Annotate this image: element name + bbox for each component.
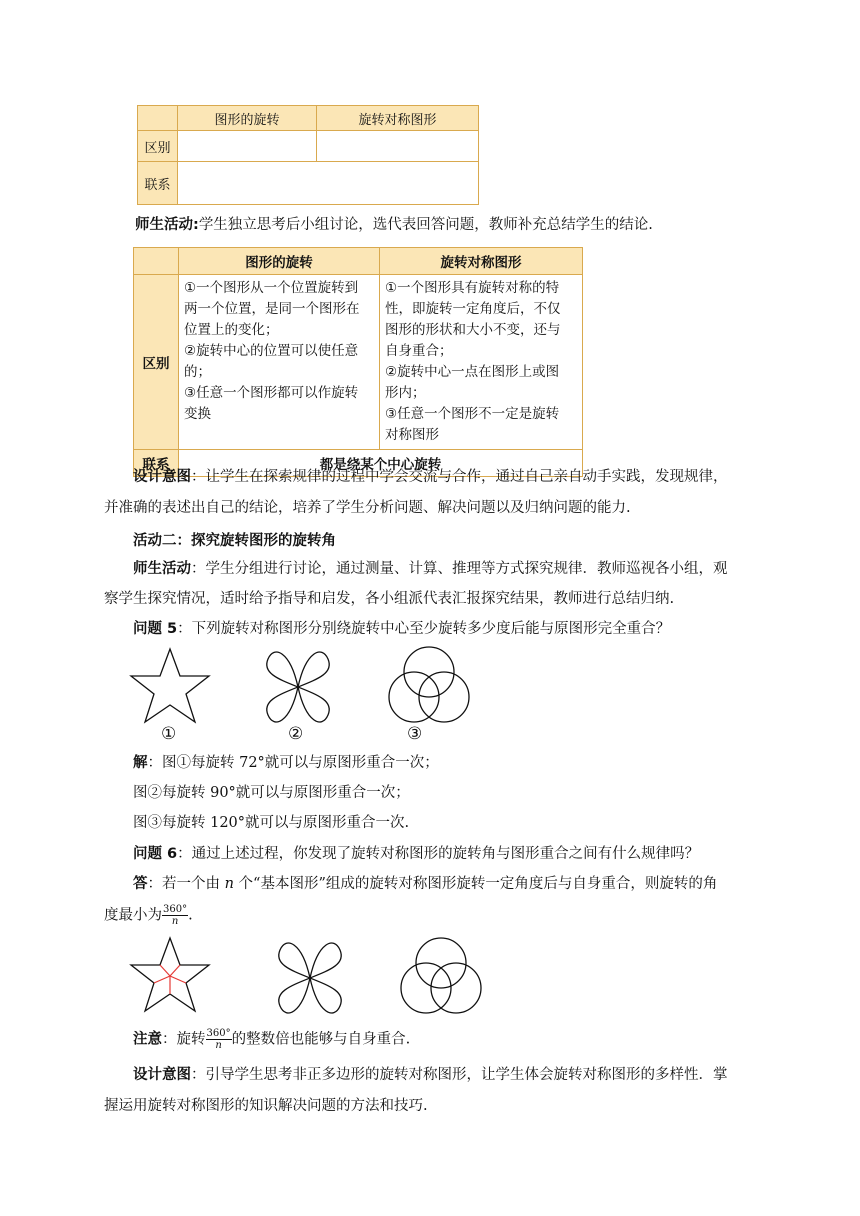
design2-text: ：引导学生思考非正多边形的旋转对称图形，让学生体会旋转对称图形的多样性．掌	[191, 1067, 728, 1083]
q6-paragraph	[133, 843, 783, 865]
figure-label-1: ①	[161, 724, 177, 744]
star-figure	[131, 649, 209, 722]
corner-cell	[138, 106, 178, 131]
q5-text: ：下列旋转对称图形分别绕旋转中心至少旋转多少度后能与原图形完全重合？	[177, 621, 671, 637]
answer-line1	[133, 873, 783, 895]
solution-text: ：图①每旋转 72°就可以与原图形重合一次；	[147, 755, 439, 771]
figure-label-3: ③	[407, 724, 423, 744]
four-petal-figure	[267, 652, 330, 722]
activity3-text: ：学生分组进行讨论，通过测量、计算、推理等方式探究规律．教师巡视各小组，观	[191, 561, 728, 577]
note-paragraph	[133, 1028, 783, 1051]
row-difference: 区别	[138, 131, 178, 162]
fraction	[206, 1028, 232, 1051]
solution-line2: 图②每旋转 90°就可以与原图形重合一次；	[133, 785, 410, 801]
cell-line: 形内；	[385, 385, 426, 401]
blank-comparison-table	[137, 105, 479, 205]
activity3-label: 师生活动	[133, 561, 191, 577]
four-petal-figure	[279, 943, 342, 1013]
note-label: 注意	[133, 1031, 162, 1048]
cell-line: 对称图形	[385, 427, 439, 443]
relation-cell: 都是绕某个中心旋转	[179, 450, 583, 477]
design2-label: 设计意图	[133, 1067, 191, 1083]
cell-line: ①一个图形从一个位置旋转到	[184, 280, 359, 296]
answer-text: ：若一个由	[147, 876, 225, 892]
activity1-label: 师生活动:	[135, 217, 199, 233]
design1-text: ：让学生在探索规律的过程中学会交流与合作，通过自己亲自动手实践，发现规律，	[191, 469, 728, 485]
cell-line: ③任意一个图形都可以作旋转	[184, 385, 359, 401]
q5-paragraph	[133, 618, 783, 640]
cell-line: 性，即旋转一定角度后，不仅	[385, 301, 561, 317]
variable-n: n	[224, 876, 234, 892]
cell-line: ①一个图形具有旋转对称的特	[385, 280, 560, 296]
activity3-line1	[133, 558, 783, 580]
note-text: ：旋转	[162, 1031, 206, 1048]
rotation-cell	[179, 275, 380, 450]
filled-comparison-table	[133, 247, 583, 477]
figures-row-1	[128, 645, 488, 735]
figure-label-2: ②	[288, 724, 304, 744]
design1-label: 设计意图	[133, 469, 191, 485]
q6-label: 问题 6	[133, 846, 178, 862]
cell-line: 自身重合；	[385, 343, 453, 359]
cell-empty	[178, 162, 479, 205]
cell-empty	[317, 131, 479, 162]
cell-line: ②旋转中心一点在图形上或图	[385, 364, 560, 380]
cell-line: 变换	[184, 406, 211, 422]
three-circles-figure	[401, 938, 481, 1013]
cell-line: ③任意一个图形不一定是旋转	[385, 406, 560, 422]
activity3-line2: 察学生探究情况，适时给予指导和启发，各小组派代表汇报探究结果，教师进行总结归纳.	[104, 591, 675, 607]
solution-line3: 图③每旋转 120°就可以与原图形重合一次.	[133, 815, 410, 831]
design2-line1	[133, 1064, 783, 1086]
answer-text: .	[188, 907, 193, 924]
solution-line1	[133, 752, 783, 774]
star-figure-with-center	[131, 938, 209, 1011]
corner-cell	[134, 248, 179, 275]
fraction	[162, 904, 188, 927]
cell-empty	[178, 131, 317, 162]
activity2-title: 活动二：探究旋转图形的旋转角	[133, 533, 336, 549]
three-circles-figure	[389, 647, 469, 722]
header-rotation: 图形的旋转	[178, 106, 317, 131]
design2-line2: 握运用旋转对称图形的知识解决问题的方法和技巧.	[104, 1098, 428, 1114]
header-rotational-symmetry: 旋转对称图形	[317, 106, 479, 131]
design1-line1	[133, 466, 783, 488]
cell-line: ②旋转中心的位置可以使任意	[184, 343, 359, 359]
note-text: 的整数倍也能够与自身重合.	[231, 1031, 411, 1048]
row-relation: 联系	[134, 450, 179, 477]
solution-label: 解	[133, 755, 148, 771]
header-rotation: 图形的旋转	[179, 248, 380, 275]
row-difference: 区别	[134, 275, 179, 450]
answer-line2	[104, 904, 754, 927]
q6-text: ：通过上述过程，你发现了旋转对称图形的旋转角与图形重合之间有什么规律吗？	[177, 846, 700, 862]
header-rotational-symmetry: 旋转对称图形	[380, 248, 583, 275]
cell-line: 的；	[184, 364, 211, 380]
design1-line2: 并准确的表述出自己的结论，培养了学生分析问题、解决问题以及归纳问题的能力.	[104, 500, 631, 516]
figures-row-2	[128, 934, 498, 1024]
cell-line: 图形的形状和大小不变，还与	[385, 322, 561, 338]
star-center-lines	[154, 965, 186, 994]
answer-text: 个“基本图形”组成的旋转对称图形旋转一定角度后与自身重合，则旋转的角	[233, 876, 718, 892]
q5-label: 问题 5	[133, 621, 178, 637]
symmetry-cell	[380, 275, 583, 450]
activity1-paragraph	[135, 214, 785, 236]
fraction-denominator: n	[215, 1040, 222, 1051]
cell-line: 两一个位置，是同一个图形在	[184, 301, 360, 317]
cell-line: 位置上的变化；	[184, 322, 279, 338]
answer-label: 答	[133, 876, 148, 892]
fraction-denominator: n	[171, 916, 179, 927]
activity1-text: 学生独立思考后小组讨论，选代表回答问题，教师补充总结学生的结论.	[198, 217, 653, 233]
answer-text: 度最小为	[104, 907, 162, 924]
row-relation: 联系	[138, 162, 178, 205]
fraction-numerator: 360°	[206, 1028, 231, 1039]
fraction-numerator: 360°	[163, 904, 188, 915]
